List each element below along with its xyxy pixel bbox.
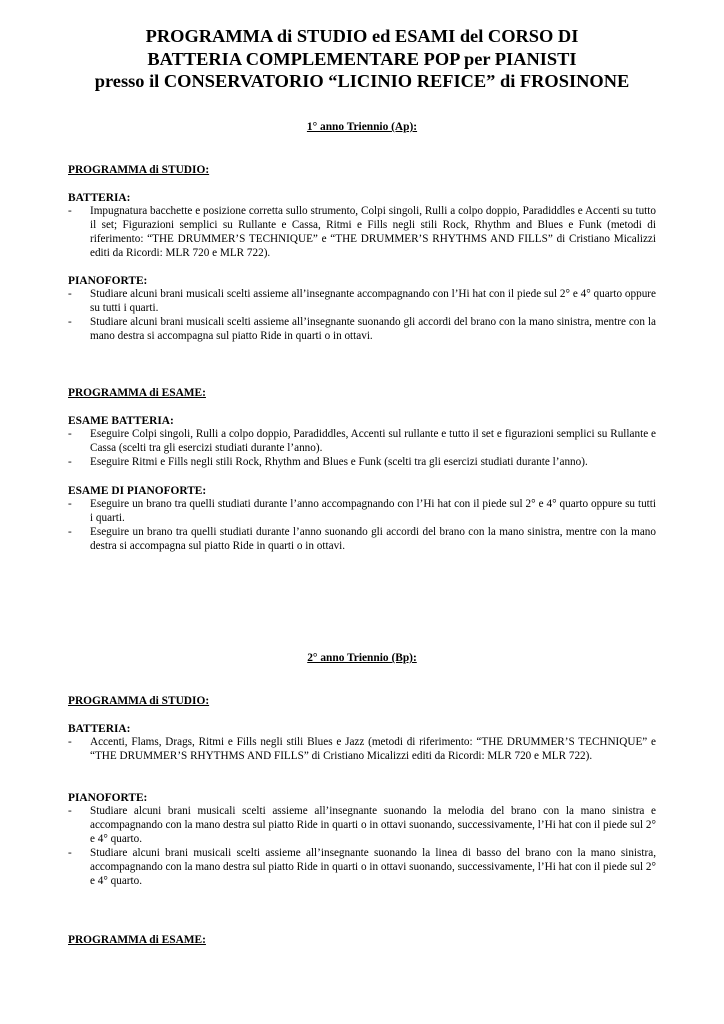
year2-esame-heading: PROGRAMMA di ESAME: [68,934,206,946]
year1-esame-pianoforte-item [68,526,656,554]
year1-esame-pianoforte-label: ESAME DI PIANOFORTE: [68,485,207,497]
title-line-2: BATTERIA COMPLEMENTARE POP per PIANISTI [147,48,577,69]
document-title [60,25,664,93]
year2-studio-pianoforte-item [68,805,656,847]
year1-esame-batteria-label: ESAME BATTERIA: [68,415,174,427]
bullet-dash: - [68,498,72,510]
year2-studio-batteria-item-text: Accenti, Flams, Drags, Ritmi e Fills negli stili Blues e Jazz (metodi di riferimento: “THE DRUMMER’S TECHNIQUE” e “THE DRUMMER’S RHYTHMS AND FILLS” di Cristiano Micalizzi editi da Ricordi: MLR 720 e MLR 722). [90,736,656,762]
year1-studio-pianoforte-label: PIANOFORTE: [68,275,148,287]
year1-esame-heading: PROGRAMMA di ESAME: [68,387,206,399]
bullet-dash: - [68,846,72,859]
year1-studio-batteria-item [68,205,656,261]
year2-esame-section [68,933,656,947]
title-line-3: presso il CONSERVATORIO “LICINIO REFICE” di FROSINONE [94,71,630,91]
year2-studio-batteria [68,722,656,764]
bullet-dash: - [68,315,72,328]
bullet-dash: - [68,455,72,468]
year2-studio-pianoforte-item-text: Studiare alcuni brani musicali scelti assieme all’insegnante suonando la linea di basso del brano con la mano sinistra, accompagnando con la mano destra sul piatto Ride in quarti o in ottavi suonando, successivamente, l’Hi hat con il piede sul 2° e 4° quarto. [90,846,656,887]
year2-studio-batteria-item [68,736,656,764]
year1-studio-batteria-item-text: Impugnatura bacchette e posizione corretta sullo strumento, Colpi singoli, Rulli a colpo doppio, Paradiddles e Accenti su tutto il set; Figurazioni semplici su Rullante e Cassa, Ritmi e Fills negli stili Rock, Rhythm and Blues e Funk (metodi di riferimento: “THE DRUMMER’S TECHNIQUE” e “THE DRUMMER’S RHYTHMS AND FILLS” di Cristiano Micalizzi editi da Ricordi: MLR 720 e MLR 722). [90,205,656,259]
year1-esame-pianoforte-item-text: Eseguire un brano tra quelli studiati durante l’anno accompagnando con l’Hi hat con il piede sul 2° e 4° quarto oppure su tutti i quarti. [90,498,656,524]
year2-studio-pianoforte [68,791,656,888]
year1-esame-batteria-item-text: Eseguire Colpi singoli, Rulli a colpo doppio, Paradiddles, Accenti sul rullante e tutto il set e figurazioni semplici su Rullante e Cassa (scelti tra gli esercizi studiati durante l’anno). [90,428,656,454]
year1-studio-heading: PROGRAMMA di STUDIO: [68,164,210,176]
year1-studio-pianoforte-item-text: Studiare alcuni brani musicali scelti assieme all’insegnante suonando gli accordi del brano con la mano sinistra, mentre con la mano destra si accompagna sul piatto Ride in quarti o in ottavi. [90,315,656,342]
year2-studio-pianoforte-item-text: Studiare alcuni brani musicali scelti assieme all’insegnante suonando la melodia del brano con la mano sinistra e accompagnando con la mano destra sul piatto Ride in quarti o in ottavi suonando, successivamente, l’Hi hat con il piede sul 2° e 4° quarto. [90,805,656,845]
year2-studio-pianoforte-label: PIANOFORTE: [68,792,148,804]
year1-studio-section [68,163,656,177]
year1-esame-batteria-item-text: Eseguire Ritmi e Fills negli stili Rock, Rhythm and Blues e Funk (scelti tra gli esercizi studiati durante l’anno). [90,455,588,468]
year1-heading: 1° anno Triennio (Ap): [306,121,418,133]
year1-studio-batteria [68,191,656,261]
year2-heading: 2° anno Triennio (Bp): [307,652,417,664]
year1-esame-section [68,386,656,400]
year1-studio-pianoforte-item-text: Studiare alcuni brani musicali scelti assieme all’insegnante accompagnando con l’Hi hat con il piede sul 2° e 4° quarto oppure su tutti i quarti. [90,288,656,314]
year1-esame-pianoforte [68,484,656,554]
year1-esame-pianoforte-item [68,498,656,526]
year2-studio-section [68,694,656,708]
year1-esame-batteria [68,414,656,470]
title-line-1: PROGRAMMA di STUDIO ed ESAMI del CORSO DI [145,26,579,46]
bullet-dash: - [68,205,72,217]
bullet-dash: - [68,525,72,538]
year2-studio-pianoforte-item [68,847,656,889]
year1-esame-batteria-item [68,456,656,470]
bullet-dash: - [68,428,72,440]
bullet-dash: - [68,736,72,748]
year2-studio-batteria-label: BATTERIA: [68,723,131,735]
bullet-dash: - [68,288,72,300]
year1-esame-batteria-item [68,428,656,456]
year1-studio-pianoforte-item [68,288,656,316]
year2-studio-heading: PROGRAMMA di STUDIO: [68,695,210,707]
bullet-dash: - [68,805,72,817]
year1-studio-pianoforte-item [68,316,656,344]
year1-esame-pianoforte-item-text: Eseguire un brano tra quelli studiati durante l’anno suonando gli accordi del brano con la mano sinistra, mentre con la mano destra si accompagna sul piatto Ride in quarti o in ottavi. [90,525,656,552]
year1-studio-pianoforte [68,274,656,344]
year1-studio-batteria-label: BATTERIA: [68,192,131,204]
